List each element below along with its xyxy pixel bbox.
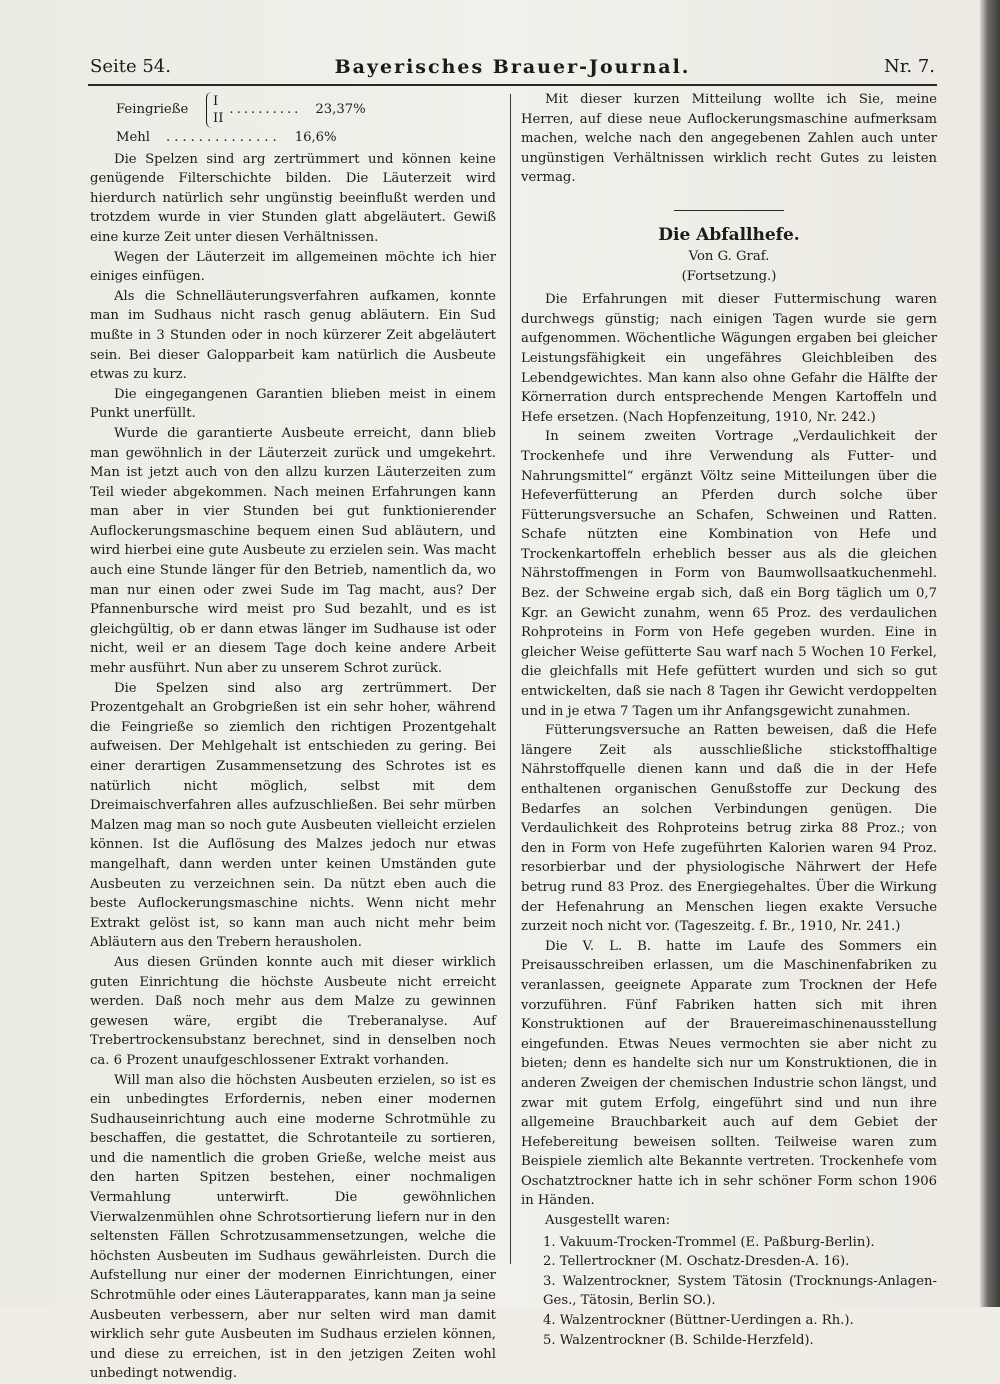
article-continuation: (Fortsetzung.) bbox=[521, 267, 937, 287]
right-paragraph-3: Fütterungsversuche an Ratten beweisen, daß die Hefe längere Zeit als ausschließliche stickstoffhaltige Nährstoffquelle dienen kann und daß die in der Hefe enthaltenen organischen Genußstoffe zur Deckung des Bedarfes an solchen Verbindungen genügen. Die Verdaulichkeit des Rohproteins betrug zirka 88 Proz.; von den in Form von Hefe zugeführten Kalorien waren 94 Proz. resorbierbar und der physiologische Nährwert der Hefe betrug rund 83 Proz. des Energiegehaltes. Über die Wirkung der Hefenahrung an Menschen liegen exakte Versuche zurzeit noch nicht vor. (Tageszeitg. f. Br., 1910, Nr. 241.) bbox=[521, 721, 937, 937]
left-paragraph-8: Will man also die höchsten Ausbeuten erzielen, so ist es ein unbedingtes Erfordernis, neben einer modernen Sudhauseinrichtung auch eine moderne Schrotmühle zu beschaffen, die gestattet, die Schrotanteile zu sortieren, und die namentlich die groben Grieße, welche meist aus den harten Spitzen bestehen, einer nochmaligen Vermahlung unterwirft. Die gewöhnlichen Vierwalzenmühlen ohne Schrotsortierung liefern nur in den seltensten Fällen Schrotzusammensetzungen, welche die höchsten Ausbeuten im Sudhaus gewährleisten. Durch die Aufstellung nur einer der modernen Einrichtungen, einer Schrotmühle oder eines Läuterapparates, kann man ja seine Ausbeuten verbessern, aber nur selten wird man damit wirklich sehr gute Ausbeuten im Sudhaus erzielen können, und diese zu erreichen, ist in den jetzigen Zeiten wohl unbedingt notwendig. bbox=[90, 1071, 496, 1384]
list-item: 4. Walzentrockner (Büttner-Uerdingen a. Rh.). bbox=[521, 1311, 937, 1331]
article-title: Die Abfallhefe. bbox=[521, 223, 937, 247]
feingriesse-dots: .......... bbox=[229, 100, 301, 120]
left-paragraph-4: Die eingegangenen Garantien blieben meist in einem Punkt unerfüllt. bbox=[90, 385, 496, 424]
feingriesse-brace bbox=[206, 92, 223, 128]
feingriesse-value: 23,37% bbox=[315, 100, 365, 120]
list-item: 1. Vakuum-Trocken-Trommel (E. Paßburg-Berlin). bbox=[521, 1233, 937, 1253]
right-paragraph-2: In seinem zweiten Vortrage „Verdaulichkeit der Trockenhefe und ihre Verwendung als Futter- und Nahrungsmittel“ ergänzt Völtz seine Mitteilungen über die Hefeverfütterung an Pferden durch solche über Fütterungsversuche an Schafen, Schweinen und Ratten. Schafe nützten eine Kombination von Hefe und Trockenkartoffeln erheblich besser aus als die gleichen Nährstoffmengen in Form von Baumwollsaatkuchenmehl. Bez. der Schweine ergab sich, daß ein Borg täglich um 0,7 Kgr. an Gewicht zunahm, wenn 65 Proz. des verdaulichen Rohproteins in Form von Hefe gegeben wurden. Eine in gleicher Weise gefütterte Sau warf nach 5 Wochen 10 Ferkel, die gleichfalls mit Hefe gefüttert wurden und sich so gut entwickelten, daß sie nach 8 Tagen ihr Gewicht verdoppelten und in je etwa 7 Tagen um ihr Anfangsgewicht zunahmen. bbox=[521, 427, 937, 721]
list-item: 2. Tellertrockner (M. Oschatz-Dresden-A. 16). bbox=[521, 1252, 937, 1272]
issue-number: Nr. 7. bbox=[884, 56, 935, 77]
book-binding-shadow bbox=[980, 0, 1000, 1307]
left-paragraph-5: Wurde die garantierte Ausbeute erreicht, dann blieb man gewöhnlich in der Läuterzeit zurück und umgekehrt. Man ist jetzt auch von den allzu kurzen Läuterzeiten zum Teil wieder abgekommen. Nach meinen Erfahrungen kann man aber in vier Stunden bei gut funktionierender Auflockerungsmaschine bequem einen Sud abläutern, und wird hierbei eine gute Ausbeute zu erzielen sein. Was macht auch eine Stunde länger für den Betrieb, namentlich da, wo man nur einen oder zwei Sude im Tag macht, aus? Der Pfannenbursche wird meist pro Sud bezahlt, und es ist gleichgültig, ob er dann etwas länger im Sudhause ist oder nicht, weil er an diesem Tage doch keine andere Arbeit mehr ausführt. Nun aber zu unserem Schrot zurück. bbox=[90, 424, 496, 679]
left-paragraph-1: Die Spelzen sind arg zertrümmert und können keine genügende Filterschichte bilden. Die Läuterzeit wird hierdurch natürlich sehr ungünstig beeinflußt werden und trotzdem wurde in vier Stunden glatt abgeläutert. Gewiß eine kurze Zeit unter diesen Verhältnissen. bbox=[90, 150, 496, 248]
right-intro-paragraph: Mit dieser kurzen Mitteilung wollte ich Sie, meine Herren, auf diese neue Auflockerungsmaschine aufmerksam machen, welche nach den angegebenen Zahlen auch unter ungünstigen Verhältnissen wirklich recht Gutes zu leisten vermag. bbox=[521, 90, 937, 188]
left-column bbox=[90, 90, 496, 1384]
journal-title: Bayerisches Brauer-Journal. bbox=[90, 56, 935, 78]
mehl-dots: .............. bbox=[166, 128, 281, 148]
page-header bbox=[90, 50, 935, 84]
header-rule bbox=[88, 84, 937, 86]
article-byline: Von G. Graf. bbox=[521, 247, 937, 267]
left-paragraph-2: Wegen der Läuterzeit im allgemeinen möchte ich hier einiges einfügen. bbox=[90, 248, 496, 287]
feingriesse-label: Feingrieße bbox=[116, 100, 206, 120]
column-divider bbox=[510, 94, 511, 1264]
grain-table-mehl bbox=[90, 128, 496, 148]
right-column bbox=[521, 90, 937, 1350]
left-paragraph-3: Als die Schnelläuterungsverfahren aufkamen, konnte man im Sudhaus nicht rasch genug abläutern. Ein Sud mußte in 3 Stunden oder in noch kürzerer Zeit abgeläutert sein. Bei dieser Galopparbeit kam natürlich die Ausbeute etwas zu kurz. bbox=[90, 287, 496, 385]
mehl-label: Mehl bbox=[116, 128, 160, 148]
feingriesse-row-2: II bbox=[213, 110, 223, 127]
list-item: 5. Walzentrockner (B. Schilde-Herzfeld). bbox=[521, 1331, 937, 1351]
left-paragraph-7: Aus diesen Gründen konnte auch mit dieser wirklich guten Einrichtung die höchste Ausbeute nicht erreicht werden. Daß noch mehr aus dem Malze zu gewinnen gewesen wäre, ergibt die Treberanalyse. Auf Trebertrockensubstanz berechnet, sind in denselben noch ca. 6 Prozent unaufgeschlossener Extrakt vorhanden. bbox=[90, 953, 496, 1071]
exhibitor-list bbox=[521, 1233, 937, 1351]
section-separator bbox=[674, 210, 784, 211]
mehl-value: 16,6% bbox=[295, 128, 337, 148]
right-paragraph-4: Die V. L. B. hatte im Laufe des Sommers ein Preisausschreiben erlassen, um die Maschinenfabriken zu veranlassen, geeignete Apparate zum Trocknen der Hefe vorzuführen. Fünf Fabriken hatten sich mit ihren Konstruktionen auf der Brauereimaschinenausstellung eingefunden. Etwas Neues vermochten sie aber nicht zu bieten; denn es handelte sich nur um Konstruktionen, die in anderen Zweigen der chemischen Industrie schon längst, und zwar mit gutem Erfolg, eingeführt sind und nun ihre allgemeine Brauchbarkeit auch auf dem Gebiet der Hefebereitung beweisen sollten. Teilweise waren zum Beispiele ziemlich alte Bekannte vertreten. Trockenhefe vom Oschatztrockner hatte ich in sehr schöner Form schon 1906 in Händen. bbox=[521, 937, 937, 1211]
list-intro: Ausgestellt waren: bbox=[521, 1211, 937, 1231]
feingriesse-row-1: I bbox=[213, 93, 223, 110]
grain-table-feingriesse bbox=[90, 92, 496, 128]
page-number: Seite 54. bbox=[90, 56, 171, 77]
right-paragraph-1: Die Erfahrungen mit dieser Futtermischung waren durchwegs günstig; nach einigen Tagen wurde sie gern aufgenommen. Wöchentliche Wägungen ergaben bei gleicher Leistungsfähigkeit ein ungefähres Gleichbleiben des Lebendgewichtes. Man kann also ohne Gefahr die Hälfte der Körnerration durch entsprechende Mengen Kartoffeln und Hefe ersetzen. (Nach Hopfenzeitung, 1910, Nr. 242.) bbox=[521, 290, 937, 427]
list-item: 3. Walzentrockner, System Tätosin (Trocknungs-Anlagen-Ges., Tätosin, Berlin SO.). bbox=[521, 1272, 937, 1311]
left-paragraph-6: Die Spelzen sind also arg zertrümmert. Der Prozentgehalt an Grobgrießen ist ein sehr hoher, während die Feingrieße so ziemlich den richtigen Prozentgehalt aufweisen. Der Mehlgehalt ist entschieden zu gering. Bei einer derartigen Zusammensetzung des Schrotes ist es natürlich nicht möglich, selbst mit dem Dreimaischverfahren alles aufzuschließen. Bei sehr mürben Malzen mag man so noch gute Ausbeuten vielleicht erzielen können. Ist die Auflösung des Malzes jedoch nur etwas mangelhaft, dann werden unter keinen Umständen gute Ausbeuten zu verzeichnen sein. Da nützt eben auch die beste Auflockerungsmaschine nichts. Wenn nicht mehr Extrakt gelöst ist, so kann man auch nicht mehr beim Abläutern aus den Trebern herausholen. bbox=[90, 679, 496, 953]
